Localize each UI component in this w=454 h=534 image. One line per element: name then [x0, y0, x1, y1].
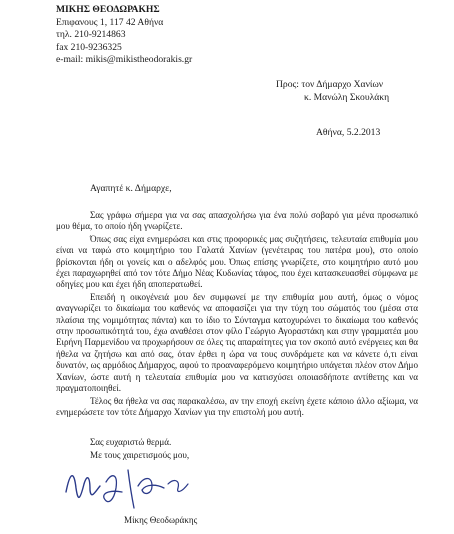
recipient-line-2: κ. Μανώλη Σκουλάκη: [304, 91, 390, 103]
paragraph: Επειδή η οικογένειά μου δεν συμφωνεί με την επιθυμία μου αυτή, όμως ο νόμος αναγνωρίζει το δικαίωμα του καθενός να αποφασίζει για την τύχη του σώματός του (μέσα στα πλαίσια της νομιμότητας πάντα) και το ίδιο το Σύνταγμα κατοχυρώνει το δικαίωμα του καθενός στην προσωπικότητά του, έχω αναθέσει στον φίλο Γεώργιο Αγοραστάκη και στην γραμματέα μου Ειρήνη Παρμενίδου να προχωρήσουν σε όλες τις απαραίτητες για τον σκοπό αυτό ενέργειες και θα ήθελα να ζητήσω και από σας, όταν έρθει η ώρα να τους συνδράμετε και να κάνετε ό,τι είναι δυνατόν, ως αρμόδιος Δήμαρχος, αφού το προαναφερόμενο κοιμητήριο υπάγεται πλέον στον Δήμο Χανίων, ώστε αυτή η τελευταία επιθυμία μου να κατισχύσει οποιασδήποτε αντίθετης και να πραγματοποιηθεί.: [56, 291, 418, 394]
letter-date: Αθήνα, 5.2.2013: [316, 127, 381, 138]
sender-fax: fax 210-9236325: [56, 41, 122, 53]
closing-block: [90, 436, 189, 462]
recipient-line-1: Προς: τον Δήμαρχο Χανίων: [276, 79, 384, 90]
closing-thanks: Σας ευχαριστώ θερμά.: [90, 437, 172, 447]
handwritten-signature: [60, 462, 210, 512]
letter-body: [56, 210, 418, 419]
closing-regards: Με τους χαιρετισμούς μου,: [90, 450, 190, 460]
paragraph: Σας γράφω σήμερα για να σας απασχολήσω για ένα πολύ σοβαρό για μένα προσωπικό μου θέμα, το οποίο ήδη γνωρίζετε.: [56, 210, 418, 232]
sender-name: ΜΙΚΗΣ ΘΕΟΔΩΡΑΚΗΣ: [56, 4, 160, 15]
paragraph: Τέλος θα ήθελα να σας παρακαλέσω, αν την εποχή εκείνη έχετε κάποιο άλλο αξίωμα, να ενημερώσετε τον τότε Δήμαρχο Χανίων για την επιστολή μου αυτή.: [56, 395, 418, 417]
sender-email: e-mail: mikis@mikistheodorakis.gr: [56, 54, 193, 66]
recipient-block: [276, 79, 389, 104]
sender-address: Επιφανους 1, 117 42 Αθήνα: [56, 16, 164, 28]
sender-block: [56, 4, 192, 67]
signer-name: Μίκης Θεοδωράκης: [124, 515, 198, 525]
paragraph: Όπως σας είχα ενημερώσει και στις προφορικές μας συζητήσεις, τελευταία επιθυμία μου είναι να ταφώ στο κοιμητήριο του Γαλατά Χανίων (γενέτειρας του πατέρα μου), στο οποίο βρίσκονται ήδη οι γονείς και ο αδελφός μου. Όπως επίσης γνωρίζετε, στο κοιμητήριο αυτό μου έχει παραχωρηθεί από τον τότε Δήμο Νέας Κυδωνίας τάφος, που έχει κατασκευασθεί σύμφωνα με οδηγίες μου και έχει ήδη αποπερατωθεί.: [56, 233, 418, 290]
salutation: Αγαπητέ κ. Δήμαρχε,: [90, 183, 172, 194]
sender-phone: τηλ. 210-9214863: [56, 29, 126, 41]
